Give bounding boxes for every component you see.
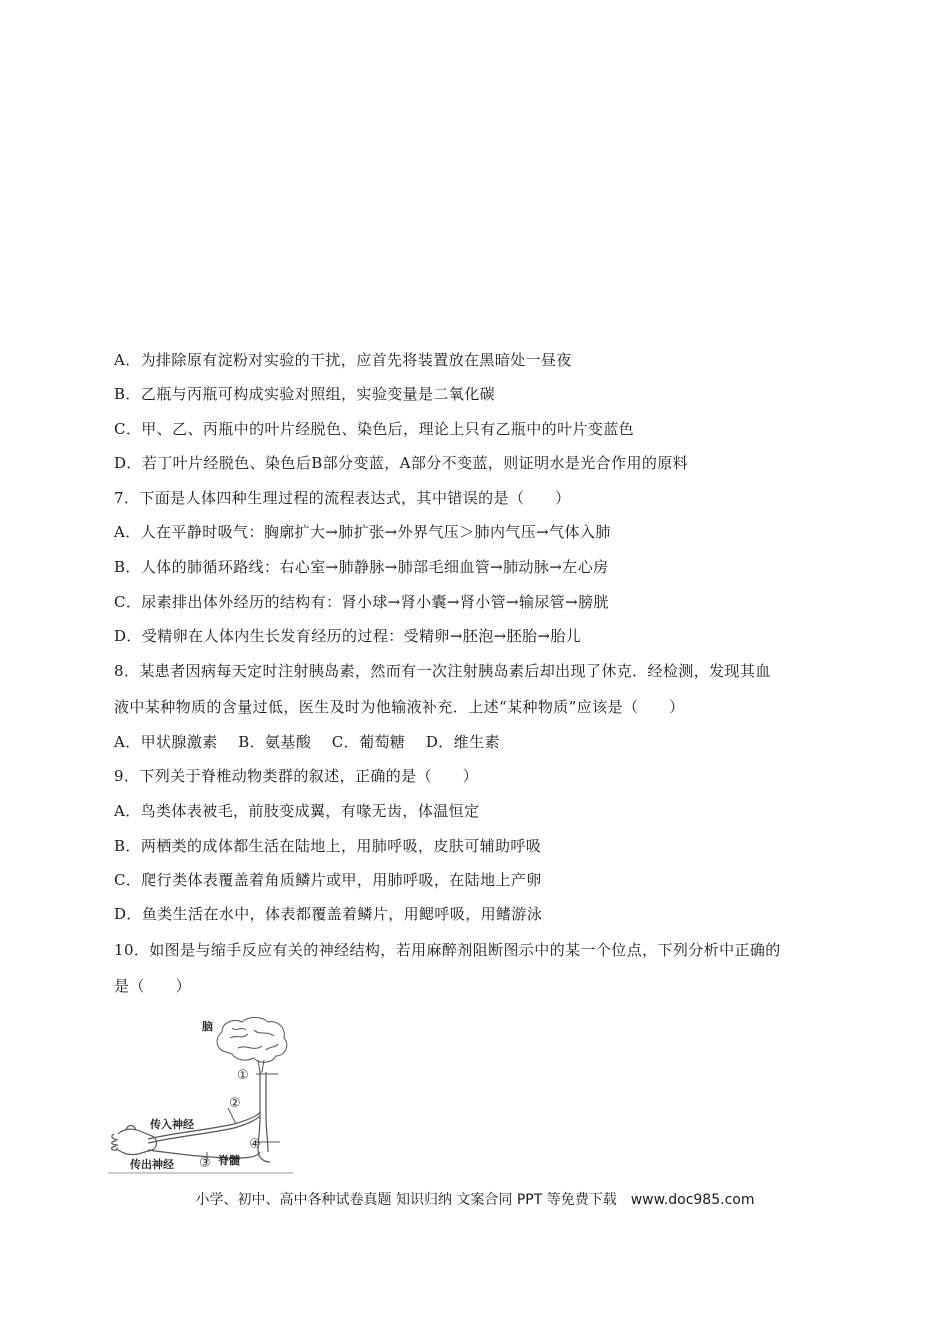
text-line: A．甲状腺激素 B．氨基酸 C．葡萄糖 D．维生素 <box>114 733 500 751</box>
text-line: A．鸟类体表被毛，前肢变成翼，有喙无齿，体温恒定 <box>114 802 480 820</box>
afferent-nerve-label: 传入神经 <box>150 1118 194 1131</box>
question-9: 9．下列关于脊椎动物类群的叙述，正确的是（ ） <box>114 767 479 785</box>
text-line: D．受精卵在人体内生长发育经历的过程：受精卵→胚泡→胚胎→胎儿 <box>114 627 582 645</box>
brain-drawing <box>217 1018 287 1073</box>
text-line: B．乙瓶与丙瓶可构成实验对照组，实验变量是二氧化碳 <box>114 385 496 403</box>
text-line: A．人在平静时吸气：胸廓扩大→肺扩张→外界气压＞肺内气压→气体入肺 <box>114 523 611 541</box>
text-line: D．若丁叶片经脱色、染色后B部分变蓝，A部分不变蓝，则证明水是光合作用的原料 <box>114 454 689 472</box>
point-2-label: ② <box>229 1096 241 1111</box>
question-8: 8．某患者因病每天定时注射胰岛素，然而有一次注射胰岛素后却出现了休克．经检测，发现其血 <box>114 662 771 680</box>
reflex-arc-figure <box>108 1012 293 1174</box>
text-line: A．为排除原有淀粉对实验的干扰，应首先将装置放在黑暗处一昼夜 <box>114 351 572 369</box>
point-1-label: ① <box>237 1068 249 1083</box>
text-line: D．鱼类生活在水中，体表都覆盖着鳞片，用鳃呼吸，用鳍游泳 <box>114 905 543 923</box>
efferent-nerve-label: 传出神经 <box>130 1158 174 1171</box>
question-10: 10．如图是与缩手反应有关的神经结构，若用麻醉剂阻断图示中的某一个位点，下列分析中正确的 <box>114 941 781 959</box>
reflex-arc-diagram <box>108 1012 293 1174</box>
point-4-label: ④ <box>249 1137 261 1152</box>
text-line: C．爬行类体表覆盖着角质鳞片或甲，用肺呼吸，在陆地上产卵 <box>114 871 542 889</box>
page-footer: 小学、初中、高中各种试卷真题 知识归纳 文案合同 PPT 等免费下载 www.doc985.com <box>195 1192 755 1208</box>
text-line: C．甲、乙、丙瓶中的叶片经脱色、染色后，理论上只有乙瓶中的叶片变蓝色 <box>114 420 635 438</box>
text-line: B．两栖类的成体都生活在陆地上，用肺呼吸，皮肤可辅助呼吸 <box>114 837 542 855</box>
text-line: 液中某种物质的含量过低，医生及时为他输液补充．上述“某种物质”应该是（ ） <box>114 698 685 716</box>
point-3-label: ③ <box>199 1156 211 1171</box>
spinal-cord-label: 脊髓 <box>218 1154 240 1167</box>
text-line: C．尿素排出体外经历的结构有：肾小球→肾小囊→肾小管→输尿管→膀胱 <box>114 593 609 611</box>
text-line: 是（ ） <box>114 977 192 995</box>
brain-label: 脑 <box>202 1020 213 1033</box>
text-line: B．人体的肺循环路线：右心室→肺静脉→肺部毛细血管→肺动脉→左心房 <box>114 558 609 576</box>
question-7: 7．下面是人体四种生理过程的流程表达式，其中错误的是（ ） <box>114 489 571 507</box>
